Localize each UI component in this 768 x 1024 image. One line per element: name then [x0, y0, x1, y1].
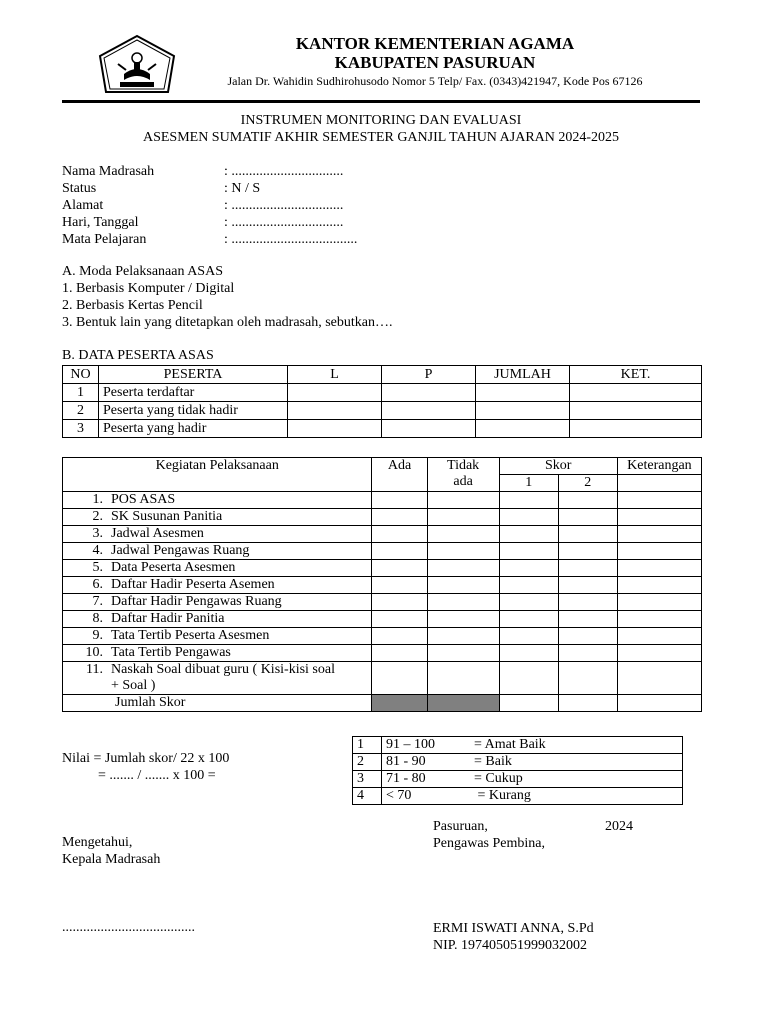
header-tidak-ada	[427, 458, 499, 492]
cell-skor-1	[499, 594, 558, 611]
activity-text: Daftar Hadir Panitia	[111, 611, 225, 626]
activity-line	[67, 662, 367, 678]
grade-no: 4	[353, 788, 382, 805]
total-label: Jumlah Skor	[63, 695, 372, 712]
cell-skor-1	[499, 560, 558, 577]
header-office: KANTOR KEMENTERIAN AGAMA	[295, 34, 575, 53]
cell-tidak-ada	[427, 509, 499, 526]
activity-no: 7.	[92, 594, 103, 609]
row-no: 3	[63, 420, 99, 438]
row-label: Peserta yang hadir	[99, 420, 288, 438]
cell-skor-2	[558, 628, 617, 645]
activity-no: 4.	[92, 543, 103, 558]
cell-p	[382, 420, 476, 438]
header-tidak-ada-line2: ada	[453, 474, 473, 489]
cell-keterangan	[617, 509, 701, 526]
header-jumlah: JUMLAH	[476, 366, 570, 384]
field-value: : ....................................	[224, 232, 358, 247]
activity-text: Daftar Hadir Pengawas Ruang	[111, 594, 282, 609]
cell-ada	[372, 509, 427, 526]
table-row	[63, 560, 702, 577]
cell-keterangan	[617, 611, 701, 628]
cell-tidak-ada	[427, 628, 499, 645]
cell-ada	[372, 577, 427, 594]
field-nama-madrasah	[62, 163, 357, 180]
cell-keterangan	[617, 560, 701, 577]
activity-no: 6.	[92, 577, 103, 592]
header-no: NO	[63, 366, 99, 384]
activity-no: 3.	[92, 526, 103, 541]
cell-skor-1	[499, 509, 558, 526]
cell-skor-1	[499, 695, 558, 712]
cell-skor-2	[558, 645, 617, 662]
activity-text: Tata Tertib Pengawas	[111, 645, 231, 660]
cell-skor-1	[499, 577, 558, 594]
supervisor-name: ERMI ISWATI ANNA, S.Pd	[433, 921, 594, 936]
header-skor-2: 2	[558, 475, 617, 492]
activity-cell	[63, 645, 372, 662]
activity-no: 10.	[85, 645, 103, 660]
cell-tidak-ada	[427, 594, 499, 611]
activity-text: SK Susunan Panitia	[111, 509, 223, 524]
table-row	[353, 754, 683, 771]
cell-tidak-ada	[427, 695, 499, 712]
grade-range: 91 – 100	[382, 737, 471, 754]
cell-skor-2	[558, 662, 617, 695]
cell-tidak-ada	[427, 492, 499, 509]
header-peserta: PESERTA	[99, 366, 288, 384]
table-row	[63, 526, 702, 543]
cell-skor-1	[499, 492, 558, 509]
activity-cell	[63, 577, 372, 594]
table-row	[353, 771, 683, 788]
activity-no: 8.	[92, 611, 103, 626]
grade-no: 2	[353, 754, 382, 771]
grade-label: = Kurang	[470, 788, 683, 805]
cell-skor-2	[558, 509, 617, 526]
cell-keterangan	[617, 695, 701, 712]
cell-tidak-ada	[427, 560, 499, 577]
activity-no: 2.	[92, 509, 103, 524]
table-header-row	[63, 458, 702, 475]
table-row	[63, 662, 702, 695]
activity-cell	[63, 628, 372, 645]
header-kegiatan: Kegiatan Pelaksanaan	[63, 458, 372, 492]
activity-text: Data Peserta Asesmen	[111, 560, 236, 575]
table-row	[63, 543, 702, 560]
activity-cell	[63, 509, 372, 526]
cell-skor-1	[499, 543, 558, 560]
row-label: Peserta yang tidak hadir	[99, 402, 288, 420]
place-date-line	[433, 818, 633, 835]
cell-skor-2	[558, 611, 617, 628]
headmaster-signature-line: ......................................	[62, 920, 195, 935]
field-value: : ................................	[224, 164, 344, 179]
table-row	[63, 402, 702, 420]
identity-fields	[62, 163, 357, 248]
activity-cell	[63, 543, 372, 560]
grade-range: 81 - 90	[382, 754, 471, 771]
cell-ada	[372, 645, 427, 662]
cell-skor-2	[558, 577, 617, 594]
header-address: Jalan Dr. Wahidin Sudhirohusodo Nomor 5 Telp/ Fax. (0343)421947, Kode Pos 67126	[227, 74, 643, 88]
cell-ada	[372, 560, 427, 577]
grade-range: 71 - 80	[382, 771, 471, 788]
grading-table	[352, 736, 683, 805]
cell-skor-1	[499, 611, 558, 628]
cell-ket	[570, 384, 702, 402]
supervisor-nip: NIP. 197405051999032002	[433, 938, 588, 953]
cell-keterangan	[617, 645, 701, 662]
table-row	[63, 509, 702, 526]
cell-keterangan	[617, 594, 701, 611]
cell-jumlah	[476, 402, 570, 420]
acknowledged-label: Mengetahui,	[62, 835, 133, 850]
cell-skor-2	[558, 594, 617, 611]
supervisor-identity	[433, 920, 594, 954]
grade-no: 3	[353, 771, 382, 788]
mode-option: 1. Berbasis Komputer / Digital	[62, 281, 235, 296]
cell-ket	[570, 420, 702, 438]
cell-tidak-ada	[427, 611, 499, 628]
field-label: Status	[62, 181, 97, 196]
activity-cell	[63, 526, 372, 543]
field-value: : ................................	[224, 215, 344, 230]
activity-no: 5.	[92, 560, 103, 575]
cell-keterangan	[617, 492, 701, 509]
formula-line-1: Nilai = Jumlah skor/ 22 x 100	[62, 751, 230, 766]
year: 2024	[605, 819, 633, 834]
section-a-heading: A. Moda Pelaksanaan ASAS	[62, 264, 223, 279]
headmaster-label: Kepala Madrasah	[62, 852, 161, 867]
cell-tidak-ada	[427, 526, 499, 543]
activity-no: 1.	[92, 492, 103, 507]
table-row	[353, 788, 683, 805]
cell-l	[288, 384, 382, 402]
place: Pasuruan,	[433, 819, 488, 834]
table-row	[63, 628, 702, 645]
kemenag-logo	[96, 34, 178, 98]
table-row	[63, 645, 702, 662]
table-header-row	[63, 366, 702, 384]
activity-text: POS ASAS	[111, 492, 176, 507]
row-no: 1	[63, 384, 99, 402]
cell-tidak-ada	[427, 662, 499, 695]
table-row	[63, 611, 702, 628]
field-label: Alamat	[62, 198, 104, 213]
header-skor: Skor	[499, 458, 617, 475]
cell-tidak-ada	[427, 645, 499, 662]
field-hari-tanggal	[62, 214, 357, 231]
total-row	[63, 695, 702, 712]
field-label: Nama Madrasah	[62, 164, 155, 179]
header-l: L	[288, 366, 382, 384]
activity-cell	[63, 662, 372, 695]
cell-skor-2	[558, 695, 617, 712]
table-row	[63, 384, 702, 402]
field-alamat	[62, 197, 357, 214]
cell-ada	[372, 611, 427, 628]
activity-table	[62, 457, 702, 712]
cell-ada	[372, 526, 427, 543]
cell-skor-2	[558, 492, 617, 509]
signature-left-block	[62, 834, 160, 868]
table-row	[353, 737, 683, 754]
cell-skor-1	[499, 662, 558, 695]
header-p: P	[382, 366, 476, 384]
cell-ada	[372, 628, 427, 645]
activity-text-cont: + Soal )	[111, 678, 156, 693]
header-regency: KABUPATEN PASURUAN	[334, 53, 536, 72]
cell-keterangan	[617, 662, 701, 695]
activity-cell	[63, 611, 372, 628]
cell-ada	[372, 543, 427, 560]
cell-l	[288, 420, 382, 438]
activity-no: 11.	[86, 662, 103, 677]
signature-right-block	[433, 818, 633, 852]
table-row	[63, 420, 702, 438]
grade-range: < 70	[382, 788, 471, 805]
cell-ada	[372, 695, 427, 712]
cell-jumlah	[476, 384, 570, 402]
activity-cell	[63, 560, 372, 577]
header-tidak-ada-line1: Tidak	[447, 458, 480, 473]
header-ket: KET.	[570, 366, 702, 384]
cell-skor-2	[558, 560, 617, 577]
field-mata-pelajaran	[62, 231, 357, 248]
cell-p	[382, 384, 476, 402]
cell-l	[288, 402, 382, 420]
formula-line-2: = ....... / ....... x 100 =	[98, 768, 216, 783]
header-divider	[62, 100, 700, 103]
cell-skor-1	[499, 645, 558, 662]
activity-text: Jadwal Asesmen	[111, 526, 204, 541]
cell-keterangan	[617, 543, 701, 560]
cell-tidak-ada	[427, 543, 499, 560]
grade-label: = Amat Baik	[470, 737, 683, 754]
section-a	[62, 263, 392, 331]
row-no: 2	[63, 402, 99, 420]
cell-skor-1	[499, 526, 558, 543]
cell-ada	[372, 492, 427, 509]
cell-ket	[570, 402, 702, 420]
cell-skor-1	[499, 628, 558, 645]
document-title: INSTRUMEN MONITORING DAN EVALUASI	[240, 113, 522, 128]
signer-role: Pengawas Pembina,	[433, 836, 545, 851]
activity-cell	[63, 492, 372, 509]
field-label: Mata Pelajaran	[62, 232, 147, 247]
activity-text: Naskah Soal dibuat guru ( Kisi-kisi soal	[111, 662, 335, 677]
participant-table	[62, 365, 702, 438]
field-value: : ................................	[224, 198, 344, 213]
cell-jumlah	[476, 420, 570, 438]
grade-label: = Baik	[470, 754, 683, 771]
grade-no: 1	[353, 737, 382, 754]
cell-keterangan	[617, 475, 701, 492]
table-row	[63, 594, 702, 611]
activity-text: Daftar Hadir Peserta Asemen	[111, 577, 275, 592]
activity-cell	[63, 594, 372, 611]
cell-tidak-ada	[427, 577, 499, 594]
header-ada: Ada	[372, 458, 427, 492]
mode-option: 2. Berbasis Kertas Pencil	[62, 298, 203, 313]
header-skor-1: 1	[499, 475, 558, 492]
document-subtitle: ASESMEN SUMATIF AKHIR SEMESTER GANJIL TAHUN AJARAN 2024-2025	[142, 130, 620, 145]
cell-keterangan	[617, 526, 701, 543]
cell-ada	[372, 594, 427, 611]
row-label: Peserta terdaftar	[99, 384, 288, 402]
field-status	[62, 180, 357, 197]
table-row	[63, 492, 702, 509]
field-value: : N / S	[224, 181, 261, 196]
cell-p	[382, 402, 476, 420]
table-row	[63, 577, 702, 594]
activity-text: Tata Tertib Peserta Asesmen	[111, 628, 270, 643]
activity-no: 9.	[92, 628, 103, 643]
header-keterangan: Keterangan	[617, 458, 701, 475]
grade-label: = Cukup	[470, 771, 683, 788]
mode-option: 3. Bentuk lain yang ditetapkan oleh madrasah, sebutkan….	[62, 315, 393, 330]
cell-ada	[372, 662, 427, 695]
cell-keterangan	[617, 577, 701, 594]
field-label: Hari, Tanggal	[62, 215, 139, 230]
cell-keterangan	[617, 628, 701, 645]
score-formula	[62, 750, 229, 784]
cell-skor-2	[558, 543, 617, 560]
cell-skor-2	[558, 526, 617, 543]
activity-text: Jadwal Pengawas Ruang	[111, 543, 250, 558]
section-b-heading: B. DATA PESERTA ASAS	[62, 348, 214, 363]
